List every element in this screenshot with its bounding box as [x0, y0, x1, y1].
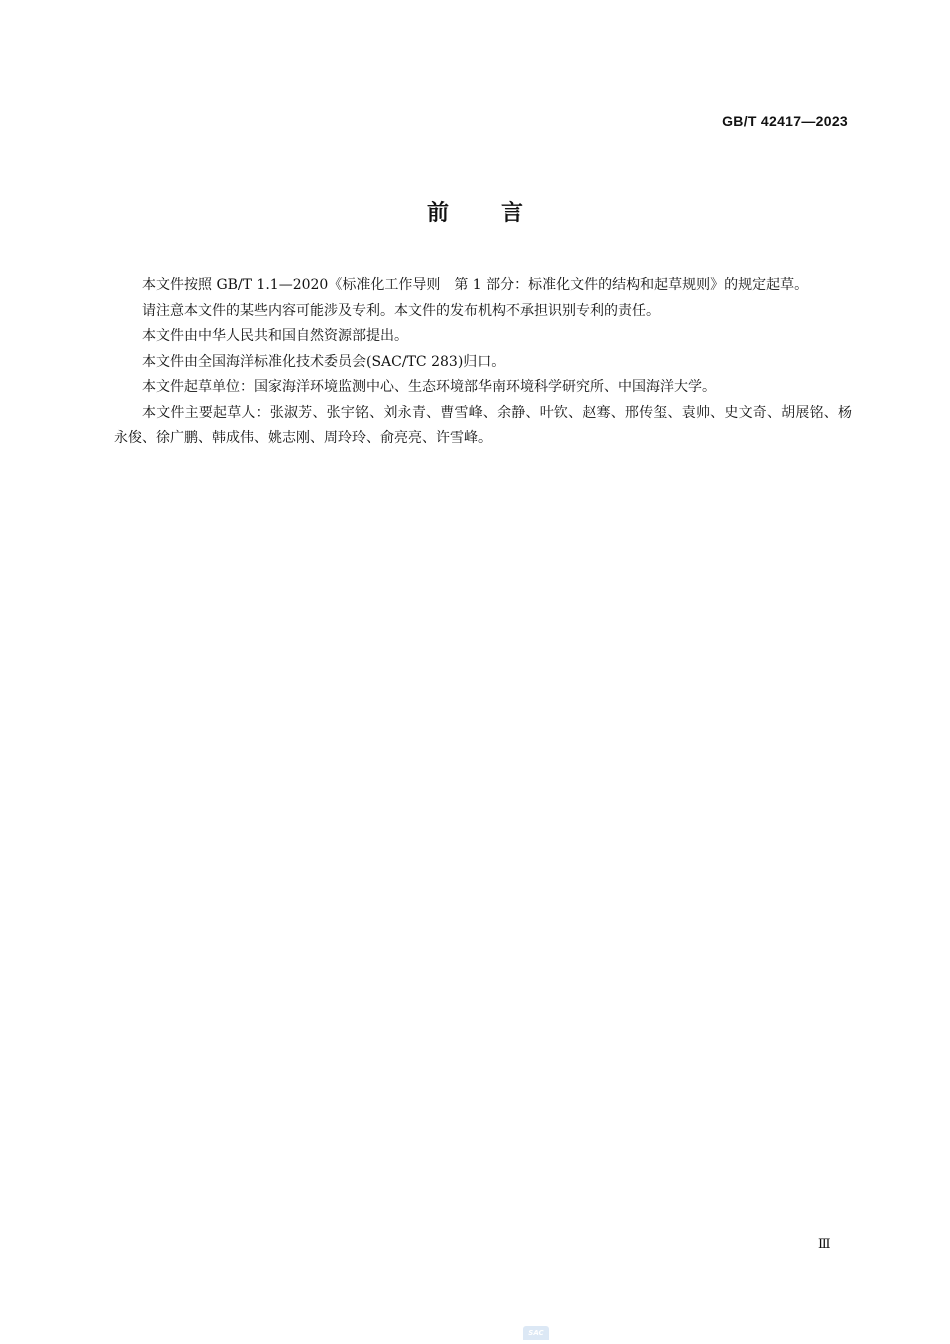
paragraph-drafters: 本文件主要起草人：张淑芳、张宇铭、刘永青、曹雪峰、余静、叶钦、赵骞、邢传玺、袁帅、史文奇、胡展铭、杨永俊、徐广鹏、韩成伟、姚志刚、周玲玲、俞亮亮、许雪峰。 [114, 404, 852, 446]
preface-body [114, 273, 852, 452]
sac-watermark-logo: SAC [523, 1326, 549, 1340]
paragraph-drafting-rules: 本文件按照 GB/T 1.1—2020《标准化工作导则 第 1 部分：标准化文件的结构和起草规则》的规定起草。 [142, 277, 809, 293]
document-code: GB/T 42417—2023 [722, 113, 848, 129]
page-title: 前言 [426, 201, 575, 226]
paragraph-drafting-units: 本文件起草单位：国家海洋环境监测中心、生态环境部华南环境科学研究所、中国海洋大学。 [142, 379, 716, 395]
paragraph-committee: 本文件由全国海洋标准化技术委员会(SAC/TC 283)归口。 [142, 353, 506, 370]
page-number: Ⅲ [818, 1237, 831, 1252]
paragraph-patent-notice: 请注意本文件的某些内容可能涉及专利。本文件的发布机构不承担识别专利的责任。 [142, 302, 660, 319]
paragraph-proposer: 本文件由中华人民共和国自然资源部提出。 [142, 328, 408, 344]
